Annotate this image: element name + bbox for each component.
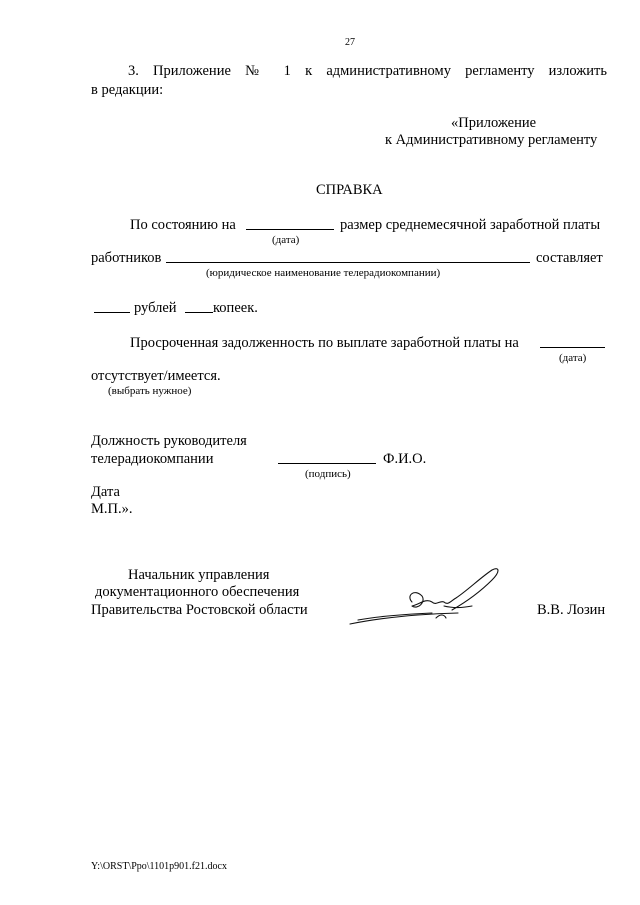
file-path: Y:\ORST\Ppo\1101p901.f21.docx xyxy=(91,861,227,872)
item3-line2: в редакции: xyxy=(91,82,164,98)
kopecks-blank xyxy=(185,301,213,317)
handwritten-signature xyxy=(340,562,510,632)
hint-date-1: (дата) xyxy=(272,234,300,246)
signer-name: В.В. Лозин xyxy=(537,602,606,618)
fio-label: Ф.И.О. xyxy=(383,451,427,467)
date-blank-1 xyxy=(246,218,334,234)
date-label: Дата xyxy=(91,484,120,500)
hint-date-2: (дата) xyxy=(559,352,587,364)
page-number: 27 xyxy=(345,37,355,48)
signer-title-line2: документационного обеспечения xyxy=(95,584,300,600)
hint-signature: (подпись) xyxy=(305,468,351,480)
hint-company: (юридическое наименование телерадиокомпании) xyxy=(206,267,441,279)
position-line2: телерадиокомпании xyxy=(91,451,214,467)
debt-text: Просроченная задолженность по выплате заработной платы на xyxy=(130,335,519,351)
hint-choose: (выбрать нужное) xyxy=(108,385,192,397)
document-title: СПРАВКА xyxy=(316,182,383,198)
date-blank-2 xyxy=(540,336,605,352)
signer-title-line1: Начальник управления xyxy=(128,567,270,583)
signer-title-line3: Правительства Ростовской области xyxy=(91,602,308,618)
signature-blank xyxy=(278,452,376,468)
rubles-blank xyxy=(94,301,130,317)
workers-label: работников xyxy=(91,250,162,266)
seal-label: М.П.». xyxy=(91,501,133,517)
para1-prefix: По состоянию на xyxy=(130,217,236,233)
composes-label: составляет xyxy=(536,250,603,266)
appendix-reference: к Административному регламенту xyxy=(385,132,598,148)
para1-suffix: размер среднемесячной заработной платы xyxy=(340,217,601,233)
appendix-label: «Приложение xyxy=(451,115,537,131)
rubles-label: рублей xyxy=(134,300,177,316)
kopecks-label: копеек. xyxy=(213,300,258,316)
company-blank xyxy=(166,251,530,267)
item3-line1: 3. Приложение № 1 к административному регламенту изложить xyxy=(128,63,607,79)
debt-status: отсутствует/имеется. xyxy=(91,368,221,384)
position-line1: Должность руководителя xyxy=(91,433,247,449)
